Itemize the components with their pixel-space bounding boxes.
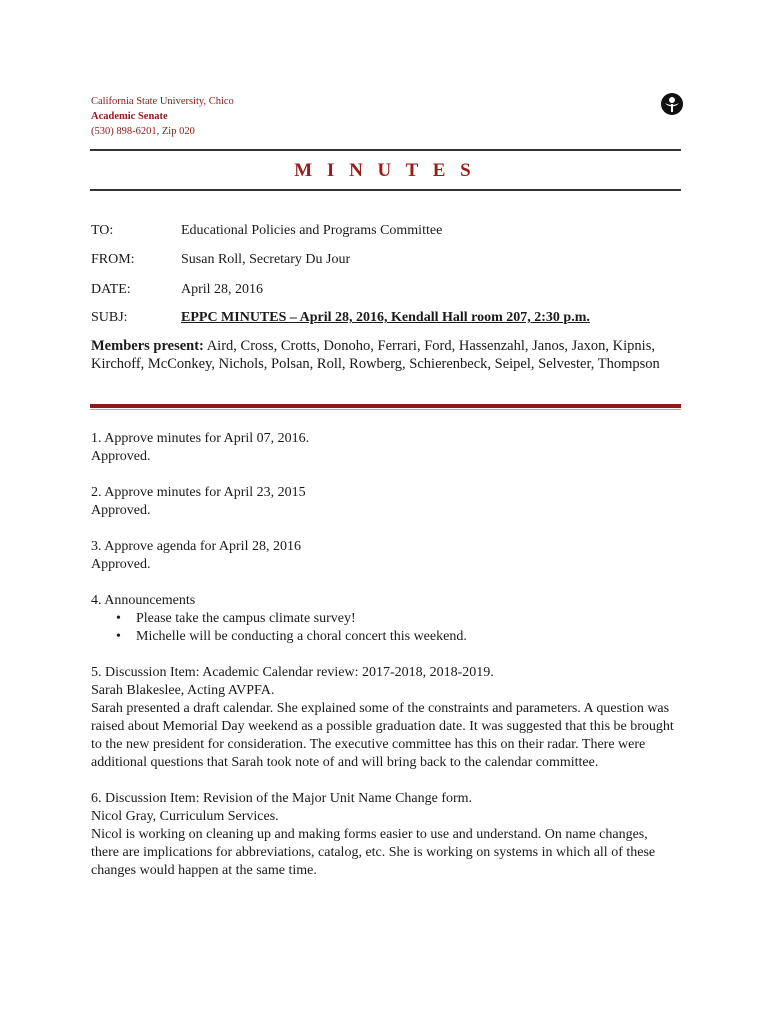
item-text: Nicol is working on cleaning up and making forms easier to use and understand. On name changes, there are implications for abbreviations, catalog, etc. She is working on systems in which all of these changes would happen at the same time.	[91, 827, 656, 878]
letterhead-senate: Academic Senate	[91, 111, 168, 122]
section-divider	[90, 404, 681, 408]
section-divider-shadow	[90, 409, 681, 410]
document-title: M I N U T E S	[294, 160, 476, 181]
title-bottom-rule	[90, 189, 681, 191]
date-label: DATE:	[91, 282, 131, 297]
agenda-item-4	[91, 592, 676, 646]
subj-label: SUBJ:	[91, 310, 128, 325]
item-title: 5. Discussion Item: Academic Calendar review: 2017-2018, 2018-2019.	[91, 665, 494, 680]
announcement-bullet: • Please take the campus climate survey!	[136, 610, 676, 628]
letterhead-phone: (530) 898-6201, Zip 020	[91, 126, 195, 137]
announcement-list	[91, 610, 676, 646]
item-presenter: Nicol Gray, Curriculum Services.	[91, 809, 279, 824]
members-names: Aird, Cross, Crotts, Donoho, Ferrari, Ford, Hassenzahl, Janos, Jaxon, Kipnis, Kirchoff, McConkey, Nichols, Polsan, Roll, Rowberg, Schierenbeck, Seipel, Selvester, Thompson	[91, 338, 660, 372]
agenda-item-1	[91, 430, 676, 466]
subj-value: EPPC MINUTES – April 28, 2016, Kendall Hall room 207, 2:30 p.m.	[181, 310, 590, 325]
item-title: 4. Announcements	[91, 593, 196, 608]
item-result: Approved.	[91, 503, 151, 518]
item-result: Approved.	[91, 449, 151, 464]
item-presenter: Sarah Blakeslee, Acting AVPFA.	[91, 683, 275, 698]
date-value: April 28, 2016	[181, 282, 264, 297]
agenda-item-6	[91, 790, 676, 880]
members-label: Members present:	[91, 338, 204, 354]
letterhead	[91, 94, 234, 139]
item-title: 1. Approve minutes for April 07, 2016.	[91, 431, 310, 446]
item-title: 6. Discussion Item: Revision of the Major Unit Name Change form.	[91, 791, 473, 806]
to-value: Educational Policies and Programs Committee	[181, 223, 443, 238]
agenda-item-3	[91, 538, 676, 574]
agenda-item-2	[91, 484, 676, 520]
to-label: TO:	[91, 223, 114, 238]
item-text: Sarah presented a draft calendar. She explained some of the constraints and parameters. A question was raised about Memorial Day weekend as a possible graduation date. It was suggested that this be brought to the new president for consideration. The executive committee has this on their radar. There were additional questions that Sarah took note of and will bring back to the calendar committee.	[91, 701, 674, 770]
item-result: Approved.	[91, 557, 151, 572]
from-value: Susan Roll, Secretary Du Jour	[181, 252, 351, 267]
item-title: 3. Approve agenda for April 28, 2016	[91, 539, 301, 554]
letterhead-university: California State University, Chico	[91, 96, 234, 107]
minutes-body	[91, 430, 676, 898]
title-top-rule	[90, 149, 681, 151]
from-label: FROM:	[91, 252, 135, 267]
members-present	[91, 337, 691, 373]
announcement-bullet: • Michelle will be conducting a choral concert this weekend.	[136, 628, 676, 646]
item-title: 2. Approve minutes for April 23, 2015	[91, 485, 306, 500]
agenda-item-5	[91, 664, 676, 772]
university-seal-icon	[660, 92, 684, 116]
